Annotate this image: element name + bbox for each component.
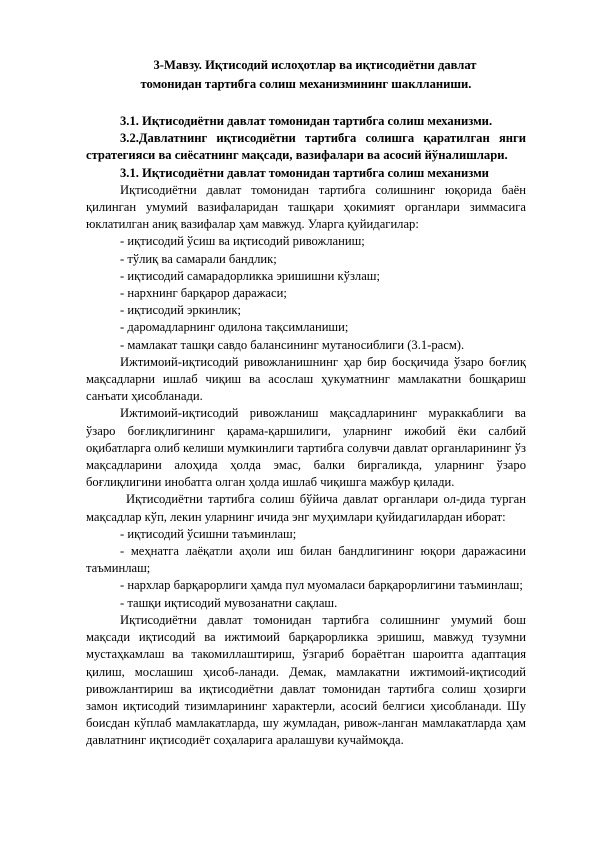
paragraph-2: Ижтимоий-иқтисодий ривожланиш мақсадларининг мураккаблиги ва ўзаро боғлиқлигининг қарама-қаршилиги, уларнинг ижобий ёки салбий оқибатларга олиб келиши мумкинлиги тартибга солувчи давлат органларининг ўз мақсадларини алоҳида ҳолда эмас, балки биргаликда, уларнинг ўзаро боғлиқлигини инобатга олган ҳолда ишлаб чиқишга мажбур қилади.	[86, 406, 526, 490]
topic-title-line-2: томонидан тартибга солиш механизмининг шаклланиши.	[140, 77, 472, 91]
task-list-item: - иқтисодий эркинлик;	[120, 303, 241, 318]
paragraph-4: Иқтисодиётни давлат томонидан тартибга солишнинг умумий бош мақсади иқтисодий ва ижтимоий барқарорликка эришиш, мавжуд тузумни мустаҳкамлаш ва такомиллаштириш, ўзгариб бораётган шароитга адаптация қилиш, мослашиш ҳисоб-ланади. Демак, мамлакатни ижтимоий-иқтисодий ривожлантириш ва иқтисодиётни давлат томонидан тартибга солиш ҳозирги замон иқтисодий тизимларининг характерли, асосий белгиси ҳисобланади. Шу боисдан кўплаб мамлакатларда, шу жумладан, ривож-ланган мамлакатларда ҳам давлатнинг иқтисодиёт соҳаларига аралашуви кучаймоқда.	[86, 612, 526, 748]
topic-title-line-1: 3-Мавзу. Иқтисодий ислоҳотлар ва иқтисодиётни давлат	[153, 58, 477, 72]
document-page	[86, 56, 526, 750]
task-list-item: - иқтисодий самарадорликка эришишни кўзлаш;	[120, 268, 381, 283]
task-list-item: - тўлиқ ва самарали бандлик;	[120, 251, 277, 266]
section-heading: 3.1. Иқтисодиётни давлат томонидан тартибга солиш механизми	[120, 165, 489, 180]
goal-list-item: - ташқи иқтисодий мувозанатни сақлаш.	[120, 595, 338, 610]
title-spacer	[86, 94, 526, 113]
intro-paragraph: Иқтисодиётни давлат томонидан тартибга солишнинг юқорида баён қилинган умумий вазифаларидан ташқари ҳокимият органлари зиммасига юклатилган аниқ вазифалар ҳам мавжуд. Уларга қуйидагилар:	[86, 182, 526, 232]
paragraph-3: Иқтисодиётни тартибга солиш бўйича давлат органлари ол-дида турган мақсадлар кўп, лекин уларнинг ичида энг муҳимлари қуйидагилардан иборат:	[86, 492, 526, 524]
goal-list-item: - иқтисодий ўсишни таъминлаш;	[120, 526, 297, 541]
task-list-item: - нархнинг барқарор даражаси;	[120, 286, 287, 301]
topic-title	[86, 56, 526, 94]
outline-item-1: 3.1. Иқтисодиётни давлат томонидан тартибга солиш механизми.	[120, 114, 493, 128]
goal-list-item: - меҳнатга лаёқатли аҳоли иш билан бандлигининг юқори даражасини таъминлаш;	[86, 544, 526, 576]
paragraph-1: Ижтимоий-иқтисодий ривожланишнинг ҳар бир босқичида ўзаро боғлиқ мақсадларни ишлаб чиқиш ва асослаш ҳукуматнинг мамлакатни бошқариш санъати ҳисобланади.	[86, 354, 526, 404]
task-list-item: - даромадларнинг одилона тақсимланиши;	[120, 320, 349, 335]
task-list-item: - мамлакат ташқи савдо балансининг мутаносиблиги (3.1-расм).	[120, 337, 465, 352]
task-list-item: - иқтисодий ўсиш ва иқтисодий ривожланиш;	[120, 234, 365, 249]
goal-list-item: - нархлар барқарорлиги ҳамда пул муомаласи барқарорлигини таъминлаш;	[120, 578, 523, 593]
outline-item-2: 3.2.Давлатнинг иқтисодиётни тартибга солишга қаратилган янги стратегияси ва сиёсатнинг мақсади, вазифалари ва асосий йўналишлари.	[86, 131, 526, 163]
